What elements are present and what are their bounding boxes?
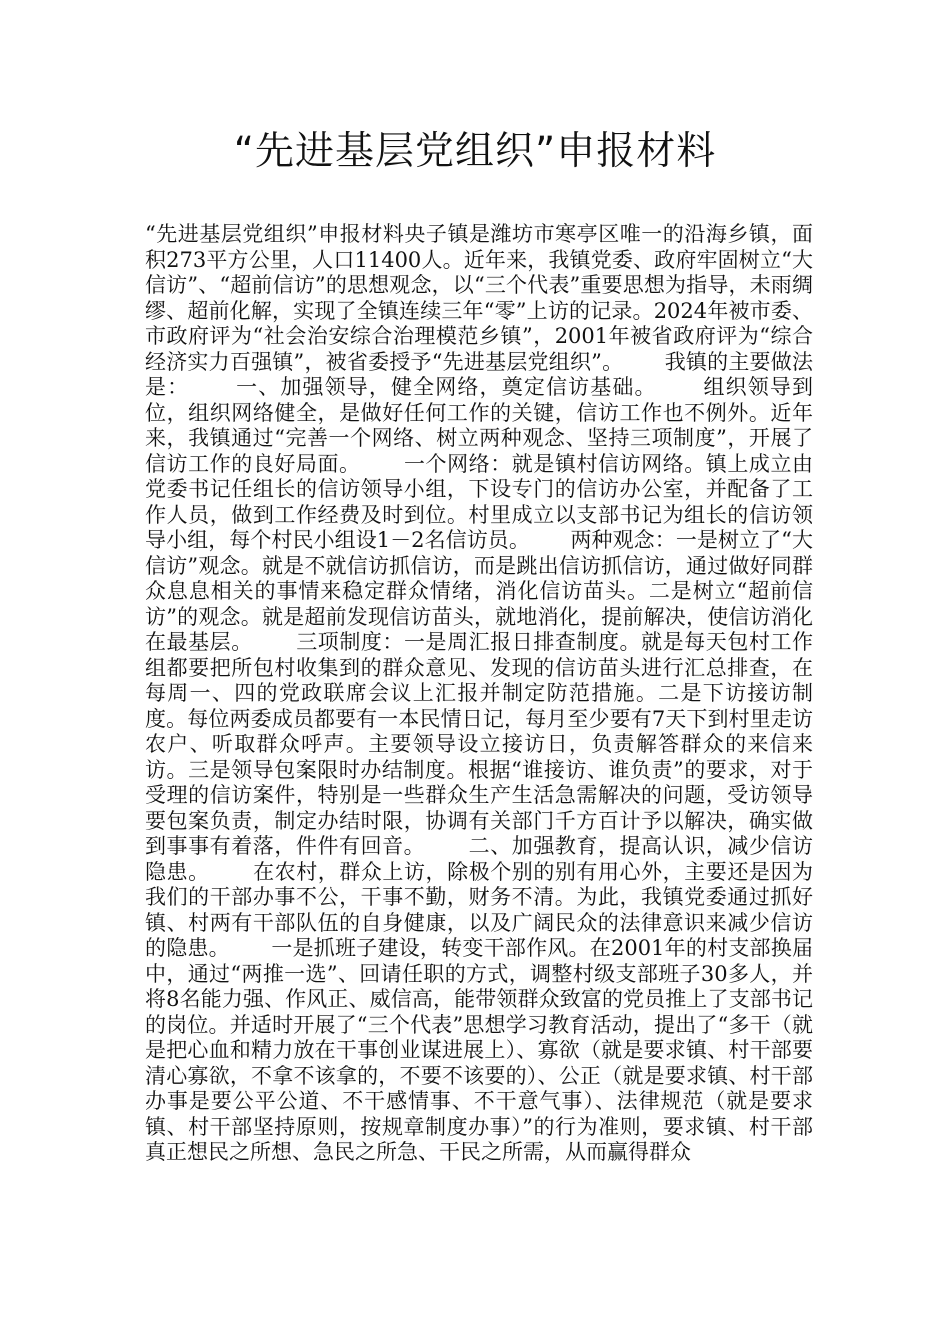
document-title: “先进基层党组织”申报材料: [233, 129, 717, 174]
body-paragraph-4: 组织领导到位，组织网络健全，是做好任何工作的关键，信访工作也不例外。近年来，我镇通过“完善一个网络、树立两种观念、坚持三项制度”，开展了信访工作的良好局面。: [145, 375, 813, 476]
body-paragraph-8: 二、加强教育，提高认识，减少信访隐患。: [145, 834, 814, 884]
body-paragraph-10: 一是抓班子建设，转变干部作风。在2001年的村支部换届中，通过“两推一选”、回请任职的方式，调整村级支部班子30多人，并将8名能力强、作风正、威信高，能带领群众致富的党员推上了支部书记的岗位。并适时开展了“三个代表”思想学习教育活动，提出了“多干（就是把心血和精力放在干事创业谋进展上）、寡欲（就是要求镇、村干部要清心寡欲，不拿不该拿的，不要不该要的）、公正（就是要求镇、村干部办事是要公平公道、不干感情事、不干意气事）、法律规范（就是要求镇、村干部坚持原则，按规章制度办事）”的行为准则，要求镇、村干部真正想民之所想、急民之所急、干民之所需，从而赢得群众: [145, 936, 814, 1164]
body-paragraph-2: 我镇的主要做法是：: [145, 349, 813, 399]
body-paragraph-7: 三项制度：一是周汇报日排查制度。就是每天包村工作组都要把所包村收集到的群众意见、发现的信访苗头进行汇总排查，在每周一、四的党政联席会议上汇报并制定防范措施。二是下访接访制度。每位两委成员都要有一本民情日记，每月至少要有7天下到村里走访农户、听取群众呼声。主要领导设立接访日，负责解答群众的来信来访。三是领导包案限时办结制度。根据“谁接访、谁负责”的要求，对于受理的信访案件，特别是一些群众生产生活急需解决的问题，受访领导要包案负责，制定办结时限，协调有关部门千方百计予以解决，确实做到事事有着落，件件有回音。: [145, 630, 814, 858]
body-paragraph-1: “先进基层党组织”申报材料央子镇是潍坊市寒亭区唯一的沿海乡镇，面积273平方公里，人口11400人。近年来，我镇党委、政府牢固树立“大信访”、“超前信访”的思想观念，以“三个代表”重要思想为指导，未雨绸缪、超前化解，实现了全镇连续三年“零”上访的记录。2024年被市委、市政府评为“社会治安综合治理模范乡镇”，2001年被省政府评为“综合经济实力百强镇”，被省委授予“先进基层党组织”。: [145, 222, 813, 374]
body-paragraph-9: 在农村，群众上访，除极个别的别有用心外，主要还是因为我们的干部办事不公，干事不勤，财务不清。为此，我镇党委通过抓好镇、村两有干部队伍的自身健康，以及广阔民众的法律意识来减少信访的隐患。: [145, 859, 814, 960]
body-paragraph-6: 两种观念：一是树立了“大信访”观念。就是不就信访抓信访，而是跳出信访抓信访，通过做好同群众息息相关的事情来稳定群众情绪，消化信访苗头。二是树立“超前信访”的观念。就是超前发现信访苗头，就地消化，提前解决，使信访消化在最基层。: [145, 528, 813, 654]
body-paragraph-3: 一、加强领导，健全网络，奠定信访基础。: [236, 375, 657, 399]
document-body: [145, 222, 813, 1166]
body-paragraph-5: 一个网络：就是镇村信访网络。镇上成立由党委书记任组长的信访领导小组，下设专门的信访办公室，并配备了工作人员，做到工作经费及时到位。村里成立以支部书记为组长的信访领导小组，每个村民小组设1－2名信访员。: [145, 451, 814, 552]
